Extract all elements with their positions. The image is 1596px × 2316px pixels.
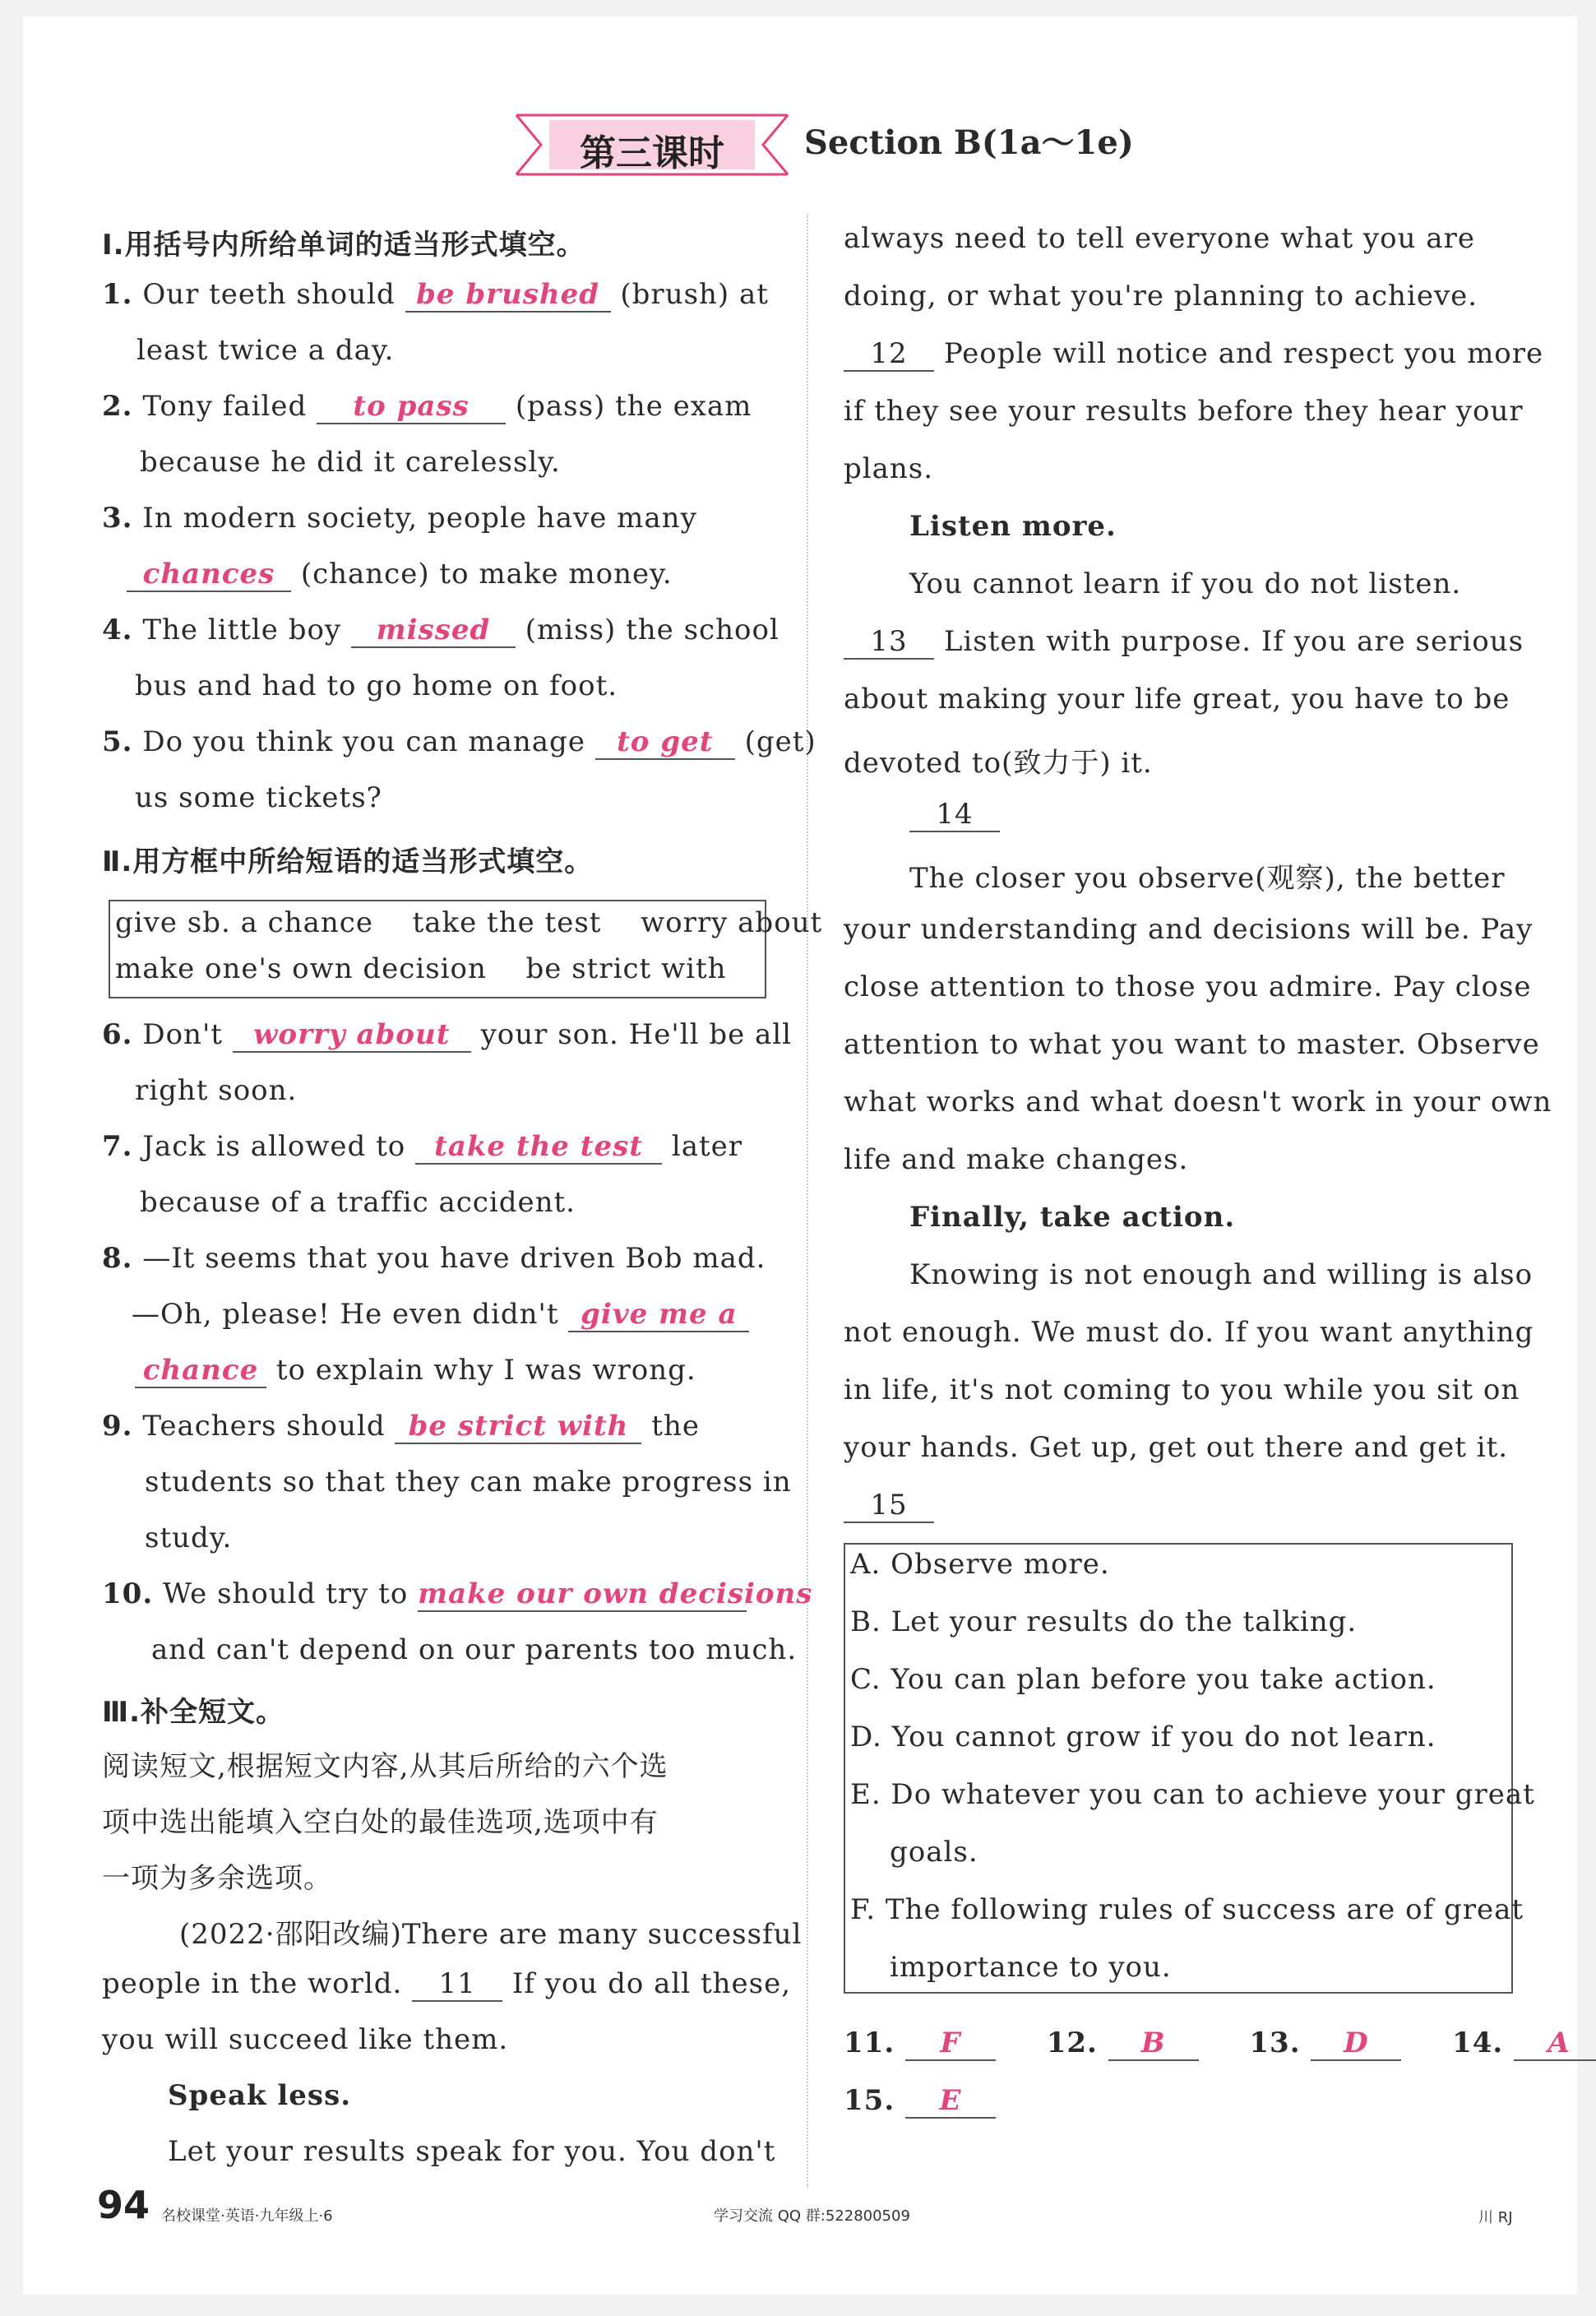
right-line-15: what works and what doesn't work in your own — [844, 1086, 1552, 1119]
passage-line-2: people in the world. 11 If you do all these, — [102, 1967, 792, 2000]
edition-tag: 川 RJ — [1478, 2209, 1513, 2226]
item-8-line3: chance to explain why I was wrong. — [135, 1354, 696, 1388]
option-e: E. Do whatever you can to achieve your great — [850, 1778, 1535, 1811]
answer-blank-2: to pass — [317, 390, 506, 424]
phrase-give-chance: give sb. a chance — [115, 906, 373, 939]
instruction-line-2: 项中选出能填入空白处的最佳选项,选项中有 — [102, 1806, 659, 1839]
phrase-take-test: take the test — [412, 906, 602, 939]
item-2-line2: because he did it carelessly. — [140, 446, 561, 479]
right-line-2: doing, or what you're planning to achieve. — [844, 280, 1478, 313]
right-line-18: not enough. We must do. If you want anything — [844, 1316, 1534, 1349]
answer-blank-9: be strict with — [395, 1410, 641, 1444]
answer-blank-4: missed — [351, 614, 516, 648]
right-line-1: always need to tell everyone what you are — [844, 222, 1475, 255]
passage-line-3: you will succeed like them. — [102, 2023, 509, 2056]
option-f: F. The following rules of success are of great — [850, 1893, 1524, 1926]
item-3: 3. In modern society, people have many — [102, 502, 697, 535]
right-column — [844, 206, 1571, 2163]
phrase-own-decision: make one's own decision — [115, 952, 487, 985]
item-1: 1. Our teeth should be brushed (brush) at — [102, 278, 769, 311]
answers-row-2: 15. E — [844, 2084, 996, 2119]
right-line-5: plans. — [844, 452, 934, 485]
right-line-13: close attention to those you admire. Pay close — [844, 970, 1532, 1003]
right-line-20: your hands. Get up, get out there and get it. — [844, 1431, 1509, 1464]
item-5: 5. Do you think you can manage to get (get) — [102, 725, 817, 758]
answer-blank-5: to get — [595, 725, 735, 760]
answer-13: D — [1311, 2026, 1401, 2061]
passage-blank-12: 12 — [844, 337, 934, 372]
item-4-line2: bus and had to go home on foot. — [135, 669, 618, 702]
option-c: C. You can plan before you take action. — [850, 1663, 1436, 1696]
answer-blank-1: be brushed — [405, 278, 611, 313]
qq-group: 学习交流 QQ 群:522800509 — [714, 2207, 910, 2225]
answer-12: B — [1108, 2026, 1199, 2061]
right-line-8: about making your life great, you have to be — [844, 683, 1510, 716]
passage-blank-14: 14 — [909, 798, 1000, 832]
item-3-line2: chances (chance) to make money. — [127, 558, 673, 592]
right-line-6: You cannot learn if you do not listen. — [909, 567, 1462, 600]
right-line-7: 13 Listen with purpose. If you are serious — [844, 625, 1524, 660]
speak-less-heading: Speak less. — [168, 2079, 352, 2112]
item-8-line2: —Oh, please! He even didn't give me a — [132, 1298, 749, 1332]
phrase-strict-with: be strict with — [525, 952, 727, 985]
option-b: B. Let your results do the talking. — [850, 1605, 1358, 1638]
item-10-line2: and can't depend on our parents too much. — [151, 1633, 798, 1666]
item-10: 10. We should try to make our own decisions — [102, 1577, 813, 1610]
right-line-9: devoted to(致力于) it. — [844, 747, 1153, 780]
item-4: 4. The little boy missed (miss) the school — [102, 614, 779, 646]
part1-heading: Ⅰ.用括号内所给单词的适当形式填空。 — [102, 229, 585, 262]
right-line-19: in life, it's not coming to you while you sit on — [844, 1373, 1520, 1406]
answer-blank-3: chances — [127, 558, 291, 592]
passage-blank-13: 13 — [844, 625, 934, 660]
answer-15: E — [905, 2084, 996, 2119]
item-6: 6. Don't worry about your son. He'll be all — [102, 1018, 793, 1051]
left-column — [102, 206, 823, 2168]
item-1-line2: least twice a day. — [136, 334, 395, 367]
item-7-line2: because of a traffic accident. — [140, 1186, 576, 1219]
option-d: D. You cannot grow if you do not learn. — [850, 1721, 1436, 1753]
answer-blank-7: take the test — [415, 1130, 662, 1165]
answer-14: A — [1514, 2026, 1596, 2061]
answers-row-1: 11. F 12. B 13. D 14. A — [844, 2026, 1596, 2061]
phrase-box — [109, 900, 823, 998]
instruction-line-1: 阅读短文,根据短文内容,从其后所给的六个选 — [102, 1750, 668, 1783]
option-a: A. Observe more. — [850, 1548, 1110, 1581]
column-divider — [807, 214, 808, 2188]
instruction-line-3: 一项为多余选项。 — [102, 1862, 332, 1895]
answer-blank-8a: give me a — [568, 1298, 749, 1332]
item-9-line2: students so that they can make progress in — [145, 1466, 792, 1498]
right-line-17: Knowing is not enough and willing is also — [909, 1258, 1534, 1291]
option-f-cont: importance to you. — [890, 1951, 1172, 1984]
item-6-line2: right soon. — [135, 1074, 298, 1107]
passage-line-1: (2022·邵阳改编)There are many successful — [179, 1918, 803, 1951]
finally-heading: Finally, take action. — [909, 1201, 1236, 1234]
item-8: 8. —It seems that you have driven Bob mad. — [102, 1242, 766, 1275]
answer-blank-6: worry about — [233, 1018, 471, 1053]
right-line-12: your understanding and decisions will be. Pay — [844, 913, 1534, 946]
item-2: 2. Tony failed to pass (pass) the exam — [102, 390, 752, 423]
passage-blank-11: 11 — [412, 1967, 502, 2002]
part3-heading: Ⅲ.补全短文。 — [102, 1696, 285, 1729]
item-9: 9. Teachers should be strict with the — [102, 1410, 700, 1443]
item-5-line2: us some tickets? — [135, 781, 382, 814]
book-info: 名校课堂·英语·九年级上·6 — [161, 2207, 333, 2225]
answer-blank-8b: chance — [135, 1354, 266, 1388]
option-e-cont: goals. — [890, 1836, 978, 1869]
right-line-21 — [844, 1489, 934, 1523]
right-line-10 — [909, 798, 1000, 832]
passage-blank-15: 15 — [844, 1489, 934, 1523]
options-box — [844, 1543, 1535, 1994]
answer-blank-10: make our own decisions — [418, 1577, 813, 1610]
listen-more-heading: Listen more. — [909, 510, 1117, 543]
phrase-worry-about: worry about — [641, 906, 823, 939]
right-line-4: if they see your results before they hear your — [844, 395, 1524, 428]
right-line-3: 12 People will notice and respect you more — [844, 337, 1543, 372]
right-line-11: The closer you observe(观察), the better — [909, 862, 1506, 895]
worksheet-page — [23, 16, 1577, 2295]
section-title: Section B(1a～1e) — [804, 123, 1134, 162]
answer-11: F — [905, 2026, 996, 2061]
part2-heading: Ⅱ.用方框中所给短语的适当形式填空。 — [102, 845, 594, 878]
page-number: 94 — [97, 2183, 150, 2227]
passage-line-4: Let your results speak for you. You don't — [168, 2135, 776, 2168]
item-7: 7. Jack is allowed to take the test later — [102, 1130, 743, 1163]
right-line-14: attention to what you want to master. Observe — [844, 1028, 1540, 1061]
right-line-16: life and make changes. — [844, 1143, 1189, 1176]
lesson-badge-text: 第三课时 — [580, 132, 724, 174]
item-9-line3: study. — [145, 1522, 233, 1554]
lesson-header — [508, 105, 796, 184]
